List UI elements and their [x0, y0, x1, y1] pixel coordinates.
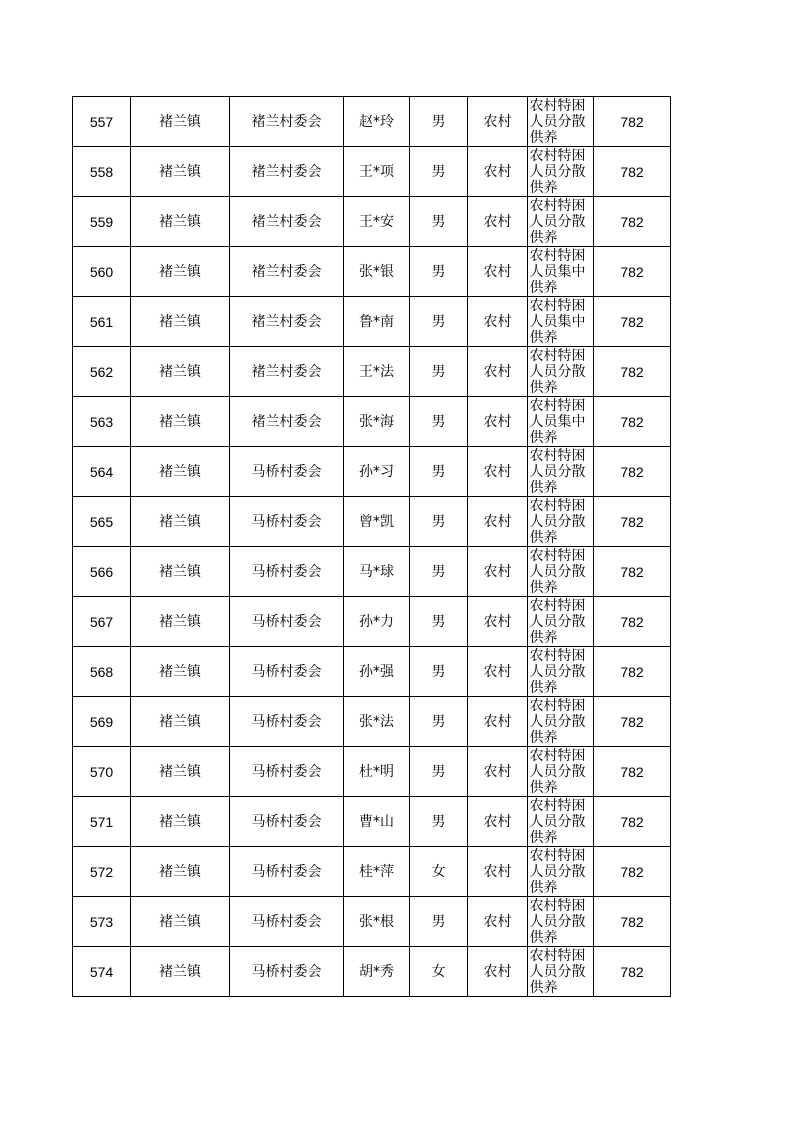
table-row: [73, 847, 671, 897]
gender-cell: 男: [410, 147, 468, 197]
recipient-name-cell: 孙*强: [344, 647, 410, 697]
table-row: [73, 697, 671, 747]
row-number-cell: 570: [73, 747, 131, 797]
assistance-category-cell: [528, 947, 594, 997]
assistance-category-text: 农村特困人员分散供养: [529, 598, 586, 645]
recipient-name-cell: 王*法: [344, 347, 410, 397]
assistance-category-text: 农村特困人员分散供养: [529, 348, 586, 395]
assistance-category-text: 农村特困人员分散供养: [529, 498, 586, 545]
village-committee-cell: 马桥村委会: [230, 947, 344, 997]
table-row: [73, 347, 671, 397]
table-row: [73, 597, 671, 647]
table-body: [73, 97, 671, 997]
town-cell: 褚兰镇: [131, 247, 230, 297]
village-committee-cell: 褚兰村委会: [230, 297, 344, 347]
row-number-cell: 569: [73, 697, 131, 747]
assistance-category-text: 农村特困人员集中供养: [529, 298, 586, 345]
assistance-category-cell: [528, 847, 594, 897]
assistance-category-cell: [528, 697, 594, 747]
gender-cell: 男: [410, 647, 468, 697]
area-type-cell: 农村: [468, 597, 528, 647]
amount-cell: 782: [594, 297, 671, 347]
town-cell: 褚兰镇: [131, 797, 230, 847]
gender-cell: 男: [410, 97, 468, 147]
area-type-cell: 农村: [468, 447, 528, 497]
town-cell: 褚兰镇: [131, 747, 230, 797]
area-type-cell: 农村: [468, 197, 528, 247]
row-number-cell: 567: [73, 597, 131, 647]
amount-cell: 782: [594, 197, 671, 247]
table-row: [73, 647, 671, 697]
assistance-category-cell: [528, 347, 594, 397]
table-row: [73, 297, 671, 347]
assistance-category-cell: [528, 397, 594, 447]
row-number-cell: 562: [73, 347, 131, 397]
recipient-name-cell: 杜*明: [344, 747, 410, 797]
assistance-category-text: 农村特困人员分散供养: [529, 98, 586, 145]
area-type-cell: 农村: [468, 747, 528, 797]
area-type-cell: 农村: [468, 397, 528, 447]
gender-cell: 女: [410, 947, 468, 997]
gender-cell: 男: [410, 297, 468, 347]
recipient-name-cell: 桂*萍: [344, 847, 410, 897]
area-type-cell: 农村: [468, 347, 528, 397]
table-row: [73, 897, 671, 947]
assistance-category-text: 农村特困人员分散供养: [529, 948, 586, 995]
row-number-cell: 564: [73, 447, 131, 497]
row-number-cell: 560: [73, 247, 131, 297]
gender-cell: 男: [410, 247, 468, 297]
village-committee-cell: 马桥村委会: [230, 597, 344, 647]
assistance-category-cell: [528, 747, 594, 797]
town-cell: 褚兰镇: [131, 847, 230, 897]
row-number-cell: 571: [73, 797, 131, 847]
area-type-cell: 农村: [468, 847, 528, 897]
town-cell: 褚兰镇: [131, 697, 230, 747]
gender-cell: 男: [410, 597, 468, 647]
assistance-category-text: 农村特困人员分散供养: [529, 448, 586, 495]
gender-cell: 男: [410, 547, 468, 597]
amount-cell: 782: [594, 147, 671, 197]
row-number-cell: 574: [73, 947, 131, 997]
village-committee-cell: 马桥村委会: [230, 647, 344, 697]
recipient-name-cell: 王*项: [344, 147, 410, 197]
amount-cell: 782: [594, 497, 671, 547]
table-row: [73, 97, 671, 147]
village-committee-cell: 马桥村委会: [230, 897, 344, 947]
town-cell: 褚兰镇: [131, 397, 230, 447]
village-committee-cell: 褚兰村委会: [230, 347, 344, 397]
recipient-name-cell: 王*安: [344, 197, 410, 247]
table-row: [73, 397, 671, 447]
village-committee-cell: 褚兰村委会: [230, 147, 344, 197]
row-number-cell: 558: [73, 147, 131, 197]
row-number-cell: 573: [73, 897, 131, 947]
assistance-category-text: 农村特困人员分散供养: [529, 748, 586, 795]
amount-cell: 782: [594, 547, 671, 597]
village-committee-cell: 褚兰村委会: [230, 397, 344, 447]
assistance-category-cell: [528, 447, 594, 497]
table-row: [73, 547, 671, 597]
town-cell: 褚兰镇: [131, 897, 230, 947]
area-type-cell: 农村: [468, 297, 528, 347]
table-row: [73, 197, 671, 247]
assistance-category-text: 农村特困人员集中供养: [529, 248, 586, 295]
area-type-cell: 农村: [468, 697, 528, 747]
recipient-name-cell: 马*球: [344, 547, 410, 597]
amount-cell: 782: [594, 347, 671, 397]
village-committee-cell: 褚兰村委会: [230, 247, 344, 297]
village-committee-cell: 马桥村委会: [230, 447, 344, 497]
assistance-category-cell: [528, 147, 594, 197]
gender-cell: 男: [410, 747, 468, 797]
town-cell: 褚兰镇: [131, 947, 230, 997]
gender-cell: 男: [410, 697, 468, 747]
area-type-cell: 农村: [468, 647, 528, 697]
recipient-name-cell: 鲁*南: [344, 297, 410, 347]
area-type-cell: 农村: [468, 147, 528, 197]
town-cell: 褚兰镇: [131, 147, 230, 197]
assistance-category-text: 农村特困人员分散供养: [529, 898, 586, 945]
recipient-name-cell: 孙*习: [344, 447, 410, 497]
area-type-cell: 农村: [468, 497, 528, 547]
village-committee-cell: 马桥村委会: [230, 697, 344, 747]
amount-cell: 782: [594, 447, 671, 497]
amount-cell: 782: [594, 947, 671, 997]
town-cell: 褚兰镇: [131, 347, 230, 397]
table-row: [73, 947, 671, 997]
row-number-cell: 561: [73, 297, 131, 347]
assistance-category-cell: [528, 797, 594, 847]
amount-cell: 782: [594, 797, 671, 847]
row-number-cell: 572: [73, 847, 131, 897]
amount-cell: 782: [594, 597, 671, 647]
assistance-category-cell: [528, 297, 594, 347]
gender-cell: 男: [410, 797, 468, 847]
town-cell: 褚兰镇: [131, 97, 230, 147]
village-committee-cell: 褚兰村委会: [230, 97, 344, 147]
amount-cell: 782: [594, 697, 671, 747]
recipient-name-cell: 曹*山: [344, 797, 410, 847]
assistance-category-cell: [528, 647, 594, 697]
amount-cell: 782: [594, 897, 671, 947]
gender-cell: 男: [410, 197, 468, 247]
assistance-category-text: 农村特困人员分散供养: [529, 798, 586, 845]
area-type-cell: 农村: [468, 947, 528, 997]
village-committee-cell: 马桥村委会: [230, 747, 344, 797]
assistance-category-cell: [528, 497, 594, 547]
town-cell: 褚兰镇: [131, 297, 230, 347]
assistance-category-cell: [528, 597, 594, 647]
recipient-name-cell: 张*法: [344, 697, 410, 747]
village-committee-cell: 马桥村委会: [230, 797, 344, 847]
table-row: [73, 147, 671, 197]
recipient-name-cell: 赵*玲: [344, 97, 410, 147]
gender-cell: 男: [410, 897, 468, 947]
recipient-name-cell: 张*海: [344, 397, 410, 447]
assistance-category-text: 农村特困人员集中供养: [529, 398, 586, 445]
amount-cell: 782: [594, 747, 671, 797]
village-committee-cell: 马桥村委会: [230, 547, 344, 597]
assistance-recipients-table: [72, 96, 671, 997]
town-cell: 褚兰镇: [131, 547, 230, 597]
town-cell: 褚兰镇: [131, 197, 230, 247]
table-row: [73, 497, 671, 547]
assistance-category-cell: [528, 247, 594, 297]
area-type-cell: 农村: [468, 897, 528, 947]
recipient-name-cell: 张*银: [344, 247, 410, 297]
row-number-cell: 568: [73, 647, 131, 697]
assistance-category-cell: [528, 547, 594, 597]
assistance-category-text: 农村特困人员分散供养: [529, 698, 586, 745]
assistance-category-cell: [528, 97, 594, 147]
gender-cell: 男: [410, 397, 468, 447]
amount-cell: 782: [594, 397, 671, 447]
row-number-cell: 559: [73, 197, 131, 247]
amount-cell: 782: [594, 847, 671, 897]
gender-cell: 女: [410, 847, 468, 897]
area-type-cell: 农村: [468, 797, 528, 847]
village-committee-cell: 马桥村委会: [230, 497, 344, 547]
recipient-name-cell: 胡*秀: [344, 947, 410, 997]
table-row: [73, 247, 671, 297]
assistance-category-text: 农村特困人员分散供养: [529, 548, 586, 595]
row-number-cell: 565: [73, 497, 131, 547]
assistance-category-text: 农村特困人员分散供养: [529, 148, 586, 195]
gender-cell: 男: [410, 447, 468, 497]
town-cell: 褚兰镇: [131, 497, 230, 547]
assistance-category-cell: [528, 897, 594, 947]
recipient-name-cell: 孙*力: [344, 597, 410, 647]
amount-cell: 782: [594, 247, 671, 297]
area-type-cell: 农村: [468, 97, 528, 147]
village-committee-cell: 马桥村委会: [230, 847, 344, 897]
table-row: [73, 447, 671, 497]
assistance-category-text: 农村特困人员分散供养: [529, 198, 586, 245]
table-row: [73, 797, 671, 847]
gender-cell: 男: [410, 497, 468, 547]
village-committee-cell: 褚兰村委会: [230, 197, 344, 247]
gender-cell: 男: [410, 347, 468, 397]
row-number-cell: 557: [73, 97, 131, 147]
area-type-cell: 农村: [468, 247, 528, 297]
table-row: [73, 747, 671, 797]
town-cell: 褚兰镇: [131, 597, 230, 647]
amount-cell: 782: [594, 647, 671, 697]
row-number-cell: 566: [73, 547, 131, 597]
town-cell: 褚兰镇: [131, 447, 230, 497]
row-number-cell: 563: [73, 397, 131, 447]
recipient-name-cell: 张*根: [344, 897, 410, 947]
assistance-category-text: 农村特困人员分散供养: [529, 648, 586, 695]
recipient-name-cell: 曾*凯: [344, 497, 410, 547]
assistance-category-text: 农村特困人员分散供养: [529, 848, 586, 895]
amount-cell: 782: [594, 97, 671, 147]
town-cell: 褚兰镇: [131, 647, 230, 697]
assistance-category-cell: [528, 197, 594, 247]
area-type-cell: 农村: [468, 547, 528, 597]
